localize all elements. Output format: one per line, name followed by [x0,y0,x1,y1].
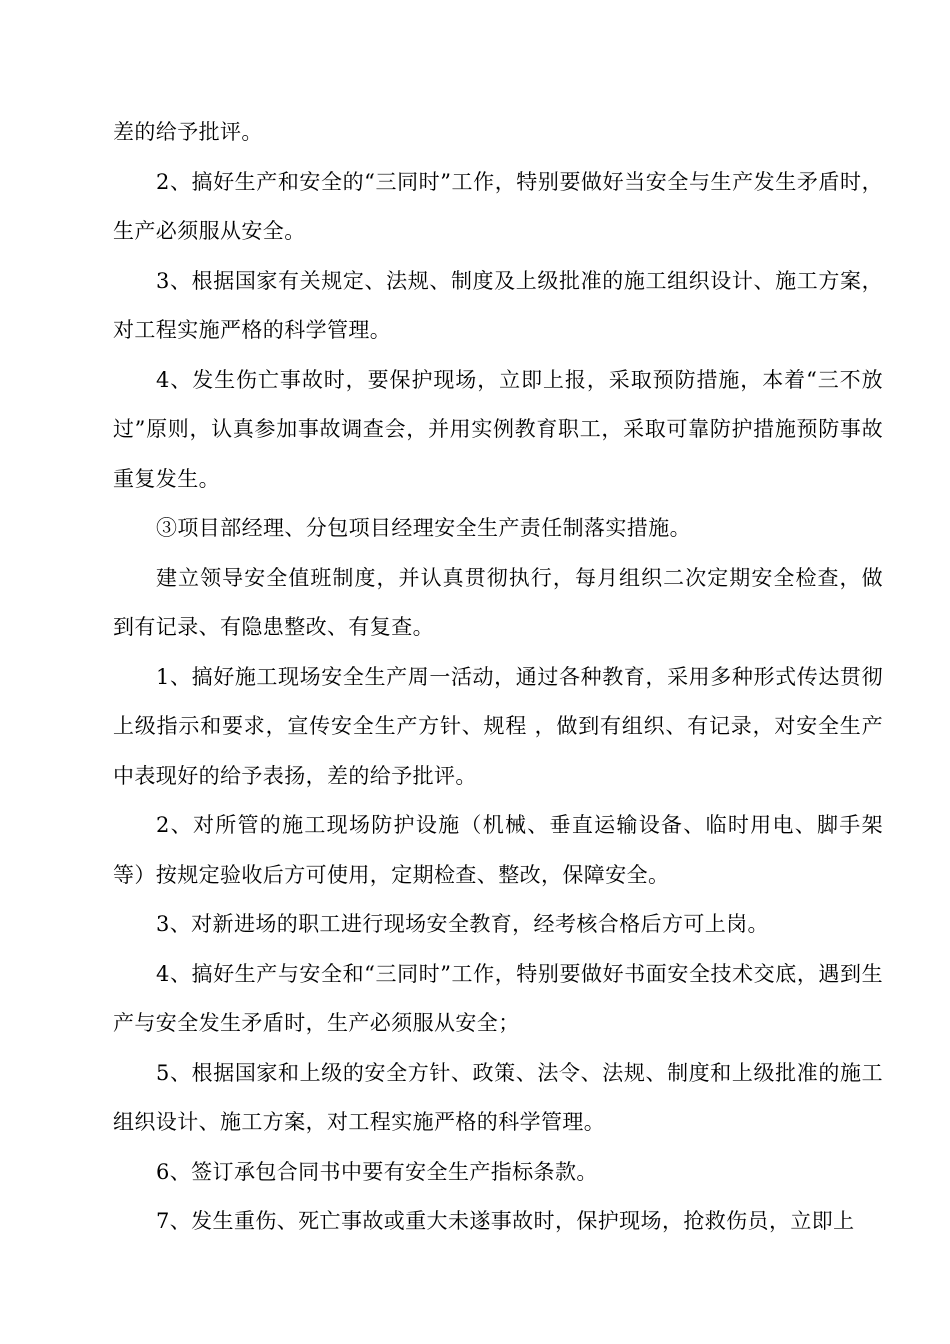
paragraph-item-1: 1、搞好施工现场安全生产周一活动，通过各种教育，采用多种形式传达贯彻上级指示和要求，宣传安全生产方针、规程 ，做到有组织、有记录，对安全生产中表现好的给予表扬，差的给予批评。 [113,664,883,788]
paragraph-item-3b: 3、对新进场的职工进行现场安全教育，经考核合格后方可上岗。 [156,912,769,936]
paragraph-item-7: 7、发生重伤、死亡事故或重大未遂事故时，保护现场，抢救伤员，立即上 [156,1209,855,1233]
paragraph-continuation: 差的给予批评。 [113,120,263,144]
paragraph-item-3: 3、根据国家有关规定、法规、制度及上级批准的施工组织设计、施工方案，对工程实施严格的科学管理。 [113,268,883,342]
paragraph-item-4b: 4、搞好生产与安全和“三同时”工作，特别要做好书面安全技术交底，遇到生产与安全发生矛盾时，生产必须服从安全； [113,961,883,1035]
document-page [113,108,883,1247]
paragraph-item-5: 5、根据国家和上级的安全方针、政策、法令、法规、制度和上级批准的施工组织设计、施工方案，对工程实施严格的科学管理。 [113,1060,883,1134]
paragraph-item-6: 6、签订承包合同书中要有安全生产指标条款。 [156,1159,598,1184]
paragraph-item-4: 4、发生伤亡事故时，要保护现场，立即上报，采取预防措施，本着“三不放过”原则，认真参加事故调查会，并用实例教育职工，采取可靠防护措施预防事故重复发生。 [113,367,883,491]
paragraph-item-2b: 2、对所管的施工现场防护设施（机械、垂直运输设备、临时用电、脚手架等）按规定验收后方可使用，定期检查、整改，保障安全。 [113,813,883,887]
paragraph-item-2: 2、搞好生产和安全的“三同时”工作，特别要做好当安全与生产发生矛盾时，生产必须服从安全。 [113,169,883,243]
section-heading: ③项目部经理、分包项目经理安全生产责任制落实措施。 [156,516,691,540]
paragraph-intro: 建立领导安全值班制度，并认真贯彻执行，每月组织二次定期安全检查，做到有记录、有隐患整改、有复查。 [113,565,883,639]
